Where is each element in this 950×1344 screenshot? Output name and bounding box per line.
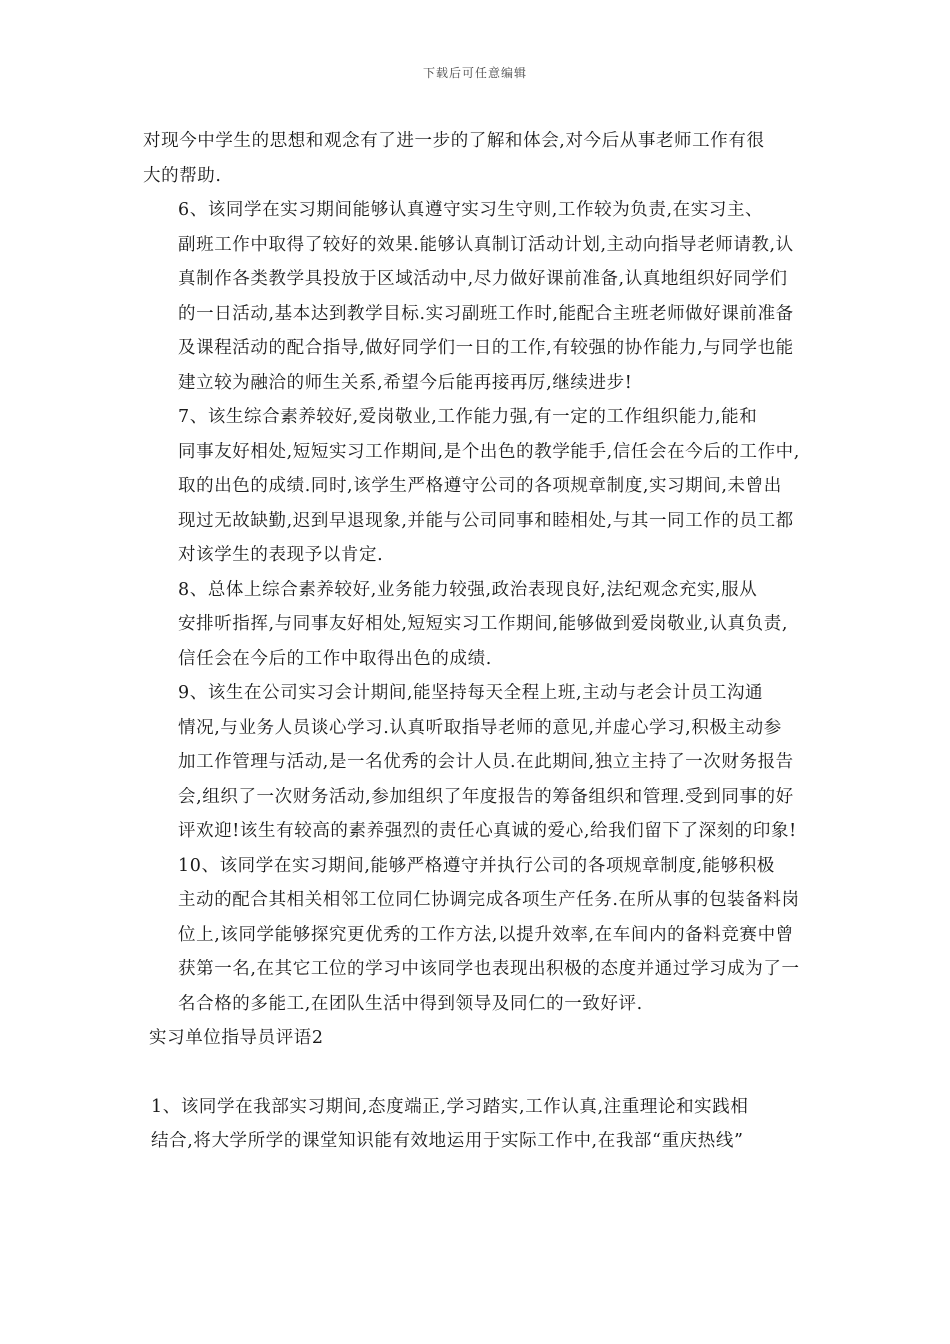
text-line: 7、该生综合素养较好,爱岗敬业,工作能力强,有一定的工作组织能力,能和 xyxy=(178,407,758,427)
text-line: 同事友好相处,短短实习工作期间,是个出色的教学能手,信任会在今后的工作中, xyxy=(178,441,800,462)
text-line: 大的帮助. xyxy=(143,165,222,186)
text-line: 主动的配合其相关相邻工位同仁协调完成各项生产任务.在所从事的包装备料岗 xyxy=(178,890,800,910)
text-line: 对该学生的表现予以肯定. xyxy=(178,545,384,565)
text-line: 的一日活动,基本达到教学目标.实习副班工作时,能配合主班老师做好课前准备 xyxy=(178,303,794,324)
text-line: 副班工作中取得了较好的效果.能够认真制订活动计划,主动向指导老师请教,认 xyxy=(178,234,794,255)
text-line: 安排听指挥,与同事友好相处,短短实习工作期间,能够做到爱岗敬业,认真负责, xyxy=(178,614,789,634)
text-line: 会,组织了一次财务活动,参加组织了年度报告的筹备组织和管理.受到同事的好 xyxy=(178,786,794,807)
text-line: 获第一名,在其它工位的学习中该同学也表现出积极的态度并通过学习成为了一 xyxy=(178,959,800,979)
text-line: 名合格的多能工,在团队生活中得到领导及同仁的一致好评. xyxy=(178,993,643,1014)
paragraph-9 xyxy=(143,676,811,849)
text-line: 现过无故缺勤,迟到早退现象,并能与公司同事和睦相处,与其一同工作的员工都 xyxy=(178,510,794,531)
section-heading: 实习单位指导员评语2 xyxy=(149,1028,324,1048)
blank-line xyxy=(143,1056,811,1090)
text-line: 及课程活动的配合指导,做好同学们一日的工作,有较强的协作能力,与同学也能 xyxy=(178,338,794,358)
paragraph-6 xyxy=(143,193,811,400)
text-line: 对现今中学生的思想和观念有了进一步的了解和体会,对今后从事老师工作有很 xyxy=(143,131,765,151)
paragraph-1 xyxy=(143,1090,811,1159)
text-line: 1、该同学在我部实习期间,态度端正,学习踏实,工作认真,注重理论和实践相 xyxy=(151,1096,749,1117)
text-line: 真制作各类教学具投放于区域活动中,尽力做好课前准备,认真地组织好同学们 xyxy=(178,269,788,289)
text-line: 建立较为融洽的师生关系,希望今后能再接再厉,继续进步! xyxy=(178,372,633,393)
text-line: 8、总体上综合素养较好,业务能力较强,政治表现良好,法纪观念充实,服从 xyxy=(178,579,758,600)
text-line: 位上,该同学能够探究更优秀的工作方法,以提升效率,在车间内的备料竞赛中曾 xyxy=(178,924,794,945)
text-line: 情况,与业务人员谈心学习.认真听取指导老师的意见,并虚心学习,积极主动参 xyxy=(178,717,782,738)
paragraph-8 xyxy=(143,573,811,677)
text-line: 加工作管理与活动,是一名优秀的会计人员.在此期间,独立主持了一次财务报告 xyxy=(178,752,794,772)
document-body xyxy=(143,124,811,1159)
text-line: 结合,将大学所学的课堂知识能有效地运用于实际工作中,在我部“重庆热线” xyxy=(151,1131,744,1151)
text-line: 6、该同学在实习期间能够认真遵守实习生守则,工作较为负责,在实习主、 xyxy=(178,200,764,220)
page-header: 下载后可任意编辑 xyxy=(422,66,527,80)
text-line: 信任会在今后的工作中取得出色的成绩. xyxy=(178,648,492,669)
paragraph-10 xyxy=(143,849,811,1022)
text-line: 取的出色的成绩.同时,该学生严格遵守公司的各项规章制度,实习期间,未曾出 xyxy=(178,476,782,496)
text-line: 评欢迎!该生有较高的素养强烈的责任心真诚的爱心,给我们留下了深刻的印象! xyxy=(178,821,797,841)
paragraph-continuation xyxy=(143,124,811,193)
paragraph-7 xyxy=(143,400,811,573)
text-line: 10、该同学在实习期间,能够严格遵守并执行公司的各项规章制度,能够积极 xyxy=(178,855,775,876)
text-line: 9、该生在公司实习会计期间,能坚持每天全程上班,主动与老会计员工沟通 xyxy=(178,683,764,703)
